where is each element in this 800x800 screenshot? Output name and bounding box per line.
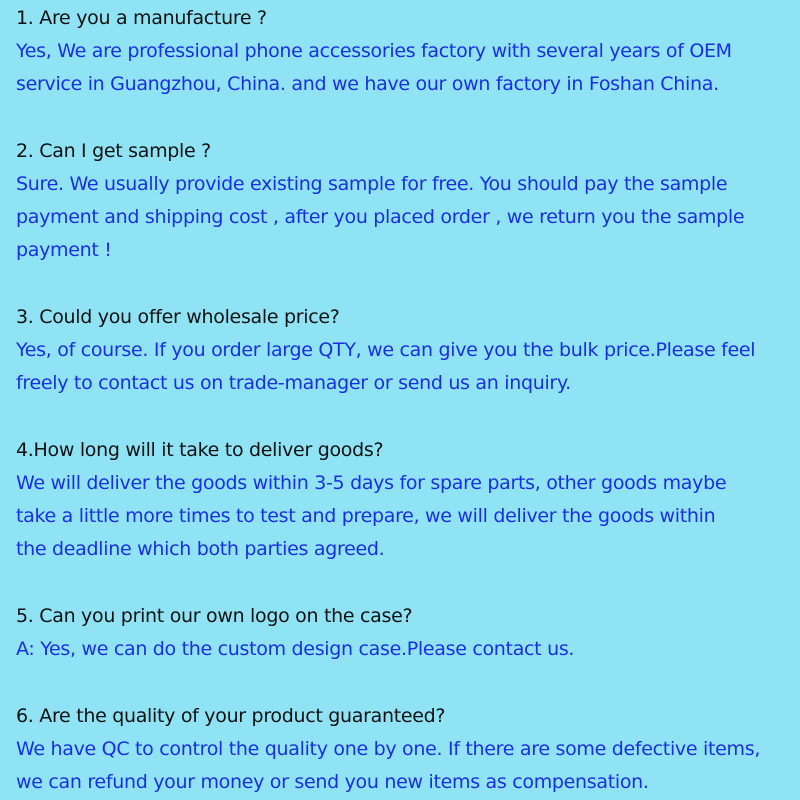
faq-answer-4-line-3: the deadline which both parties agreed. — [16, 538, 385, 560]
faq-answer-2-line-2: payment and shipping cost , after you placed order , we return you the sample — [16, 206, 745, 228]
faq-answer-6-line-1: We have QC to control the quality one by one. If there are some defective items, — [16, 738, 761, 760]
faq-question-4: 4.How long will it take to deliver goods? — [16, 439, 384, 461]
faq-answer-2-line-3: payment ! — [16, 239, 112, 261]
faq-question-3: 3. Could you offer wholesale price? — [16, 306, 340, 328]
faq-answer-2-line-1: Sure. We usually provide existing sample for free. You should pay the sample — [16, 173, 728, 195]
faq-answer-1-line-1: Yes, We are professional phone accessories factory with several years of OEM — [16, 40, 732, 62]
faq-question-5: 5. Can you print our own logo on the case? — [16, 605, 413, 627]
faq-answer-3-line-1: Yes, of course. If you order large QTY, we can give you the bulk price.Please feel — [16, 339, 756, 361]
faq-answer-4-line-1: We will deliver the goods within 3-5 days for spare parts, other goods maybe — [16, 472, 727, 494]
faq-answer-3-line-2: freely to contact us on trade-manager or send us an inquiry. — [16, 372, 571, 394]
faq-question-6: 6. Are the quality of your product guaranteed? — [16, 705, 446, 727]
faq-question-1: 1. Are you a manufacture ? — [16, 7, 267, 29]
faq-question-2: 2. Can I get sample ? — [16, 140, 211, 162]
faq-answer-4-line-2: take a little more times to test and prepare, we will deliver the goods within — [16, 505, 716, 527]
faq-answer-5-line-1: A: Yes, we can do the custom design case.Please contact us. — [16, 638, 575, 660]
faq-answer-1-line-2: service in Guangzhou, China. and we have our own factory in Foshan China. — [16, 73, 719, 95]
faq-answer-6-line-2: we can refund your money or send you new items as compensation. — [16, 771, 649, 793]
